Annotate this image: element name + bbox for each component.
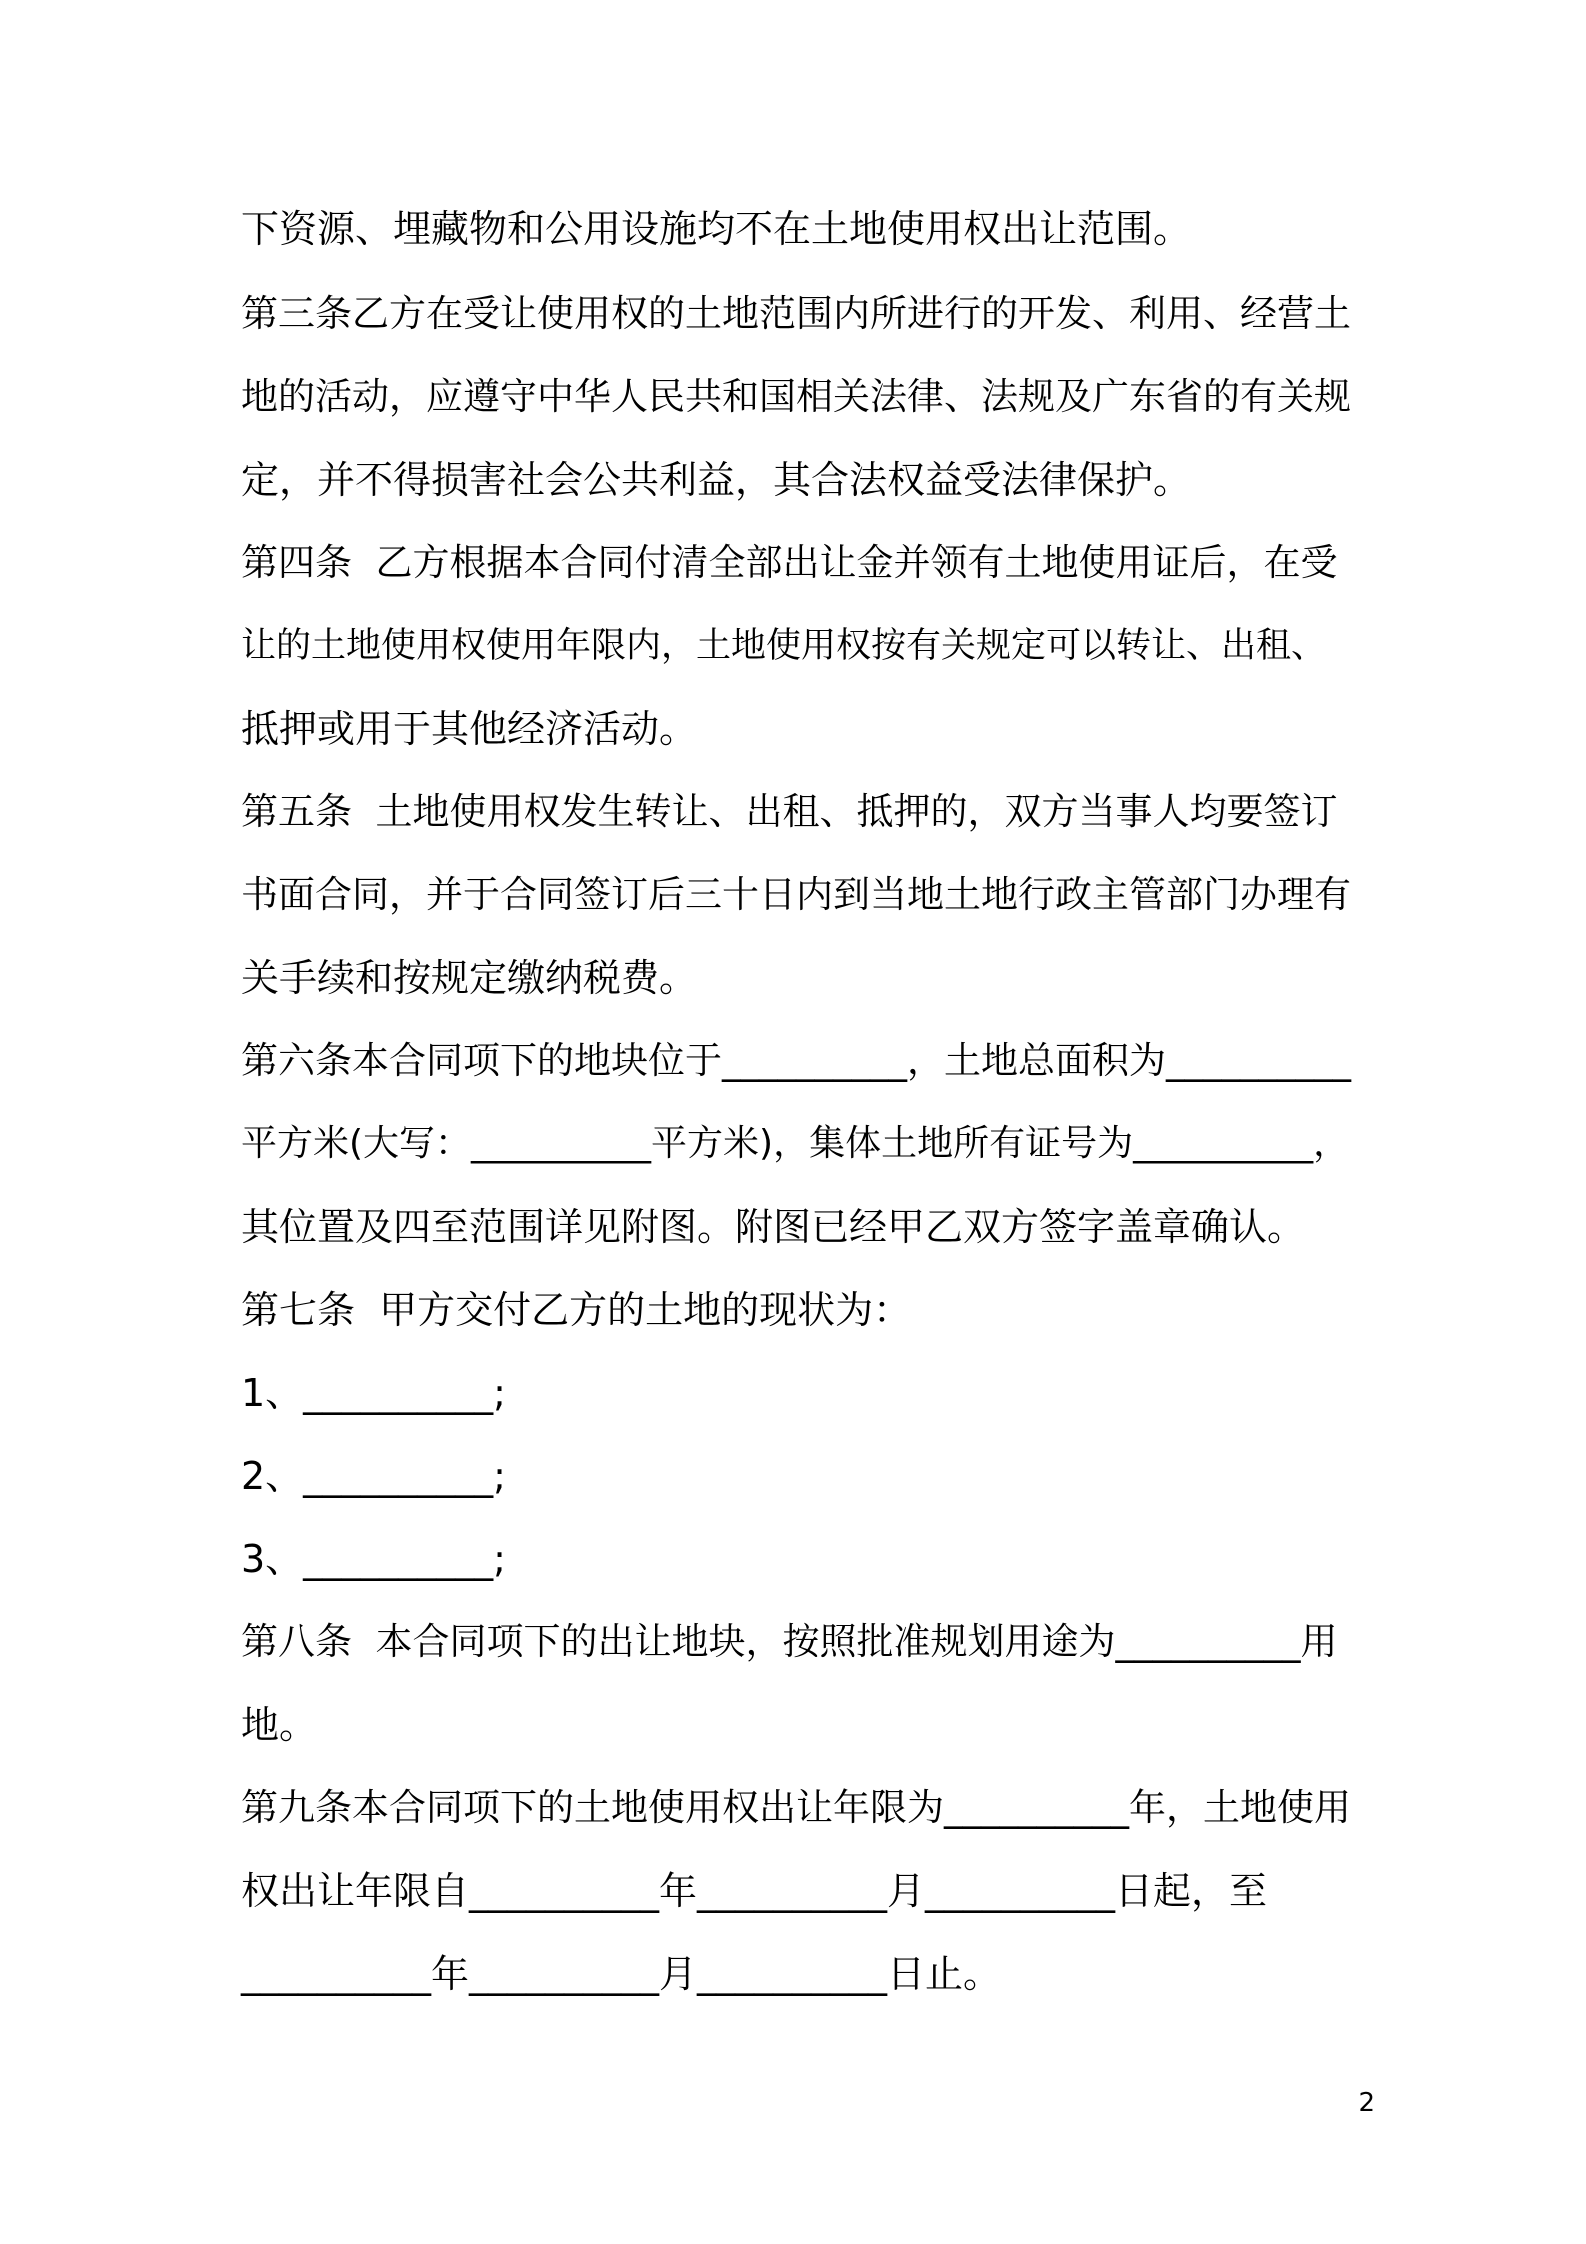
text-line-19: 地。 [241,1703,318,1747]
text-line-4: 定，并不得损害社会公共利益，其合法权益受法律保护。 [241,458,1192,502]
text-line-18: 第八条 本合同项下的出让地块，按照批准规划用途为__________用 [241,1620,1338,1663]
text-line-15: 1、__________; [241,1371,506,1415]
page-number: 2 [1358,2088,1375,2118]
text-line-2: 第三条乙方在受让使用权的土地范围内所进行的开发、利用、经营土 [241,292,1351,335]
text-line-11: 第六条本合同项下的地块位于__________，土地总面积为__________ [241,1039,1351,1082]
text-line-21: 权出让年限自__________年__________月__________日起，至 [241,1869,1268,1913]
text-line-14: 第七条 甲方交付乙方的土地的现状为： [241,1288,912,1332]
text-line-7: 抵押或用于其他经济活动。 [241,707,698,751]
text-line-3: 地的活动，应遵守中华人民共和国相关法律、法规及广东省的有关规 [241,375,1351,418]
text-line-16: 2、__________; [241,1454,506,1498]
text-line-9: 书面合同，并于合同签订后三十日内到当地土地行政主管部门办理有 [241,873,1351,916]
text-line-8: 第五条 土地使用权发生转让、出租、抵押的，双方当事人均要签订 [241,790,1338,833]
text-line-13: 其位置及四至范围详见附图。附图已经甲乙双方签字盖章确认。 [241,1205,1306,1249]
text-line-22: __________年__________月__________日止。 [241,1952,1002,1996]
text-line-20: 第九条本合同项下的土地使用权出让年限为__________年，土地使用 [241,1786,1351,1829]
text-line-10: 关手续和按规定缴纳税费。 [241,956,698,1000]
text-line-6: 让的土地使用权使用年限内，土地使用权按有关规定可以转让、出租、 [241,626,1327,666]
text-line-5: 第四条 乙方根据本合同付清全部出让金并领有土地使用证后，在受 [241,541,1338,584]
text-line-12: 平方米(大写：__________平方米)，集体土地所有证号为__________， [241,1123,1350,1164]
text-line-1: 下资源、埋藏物和公用设施均不在土地使用权出让范围。 [241,207,1192,251]
text-line-17: 3、__________; [241,1537,506,1581]
